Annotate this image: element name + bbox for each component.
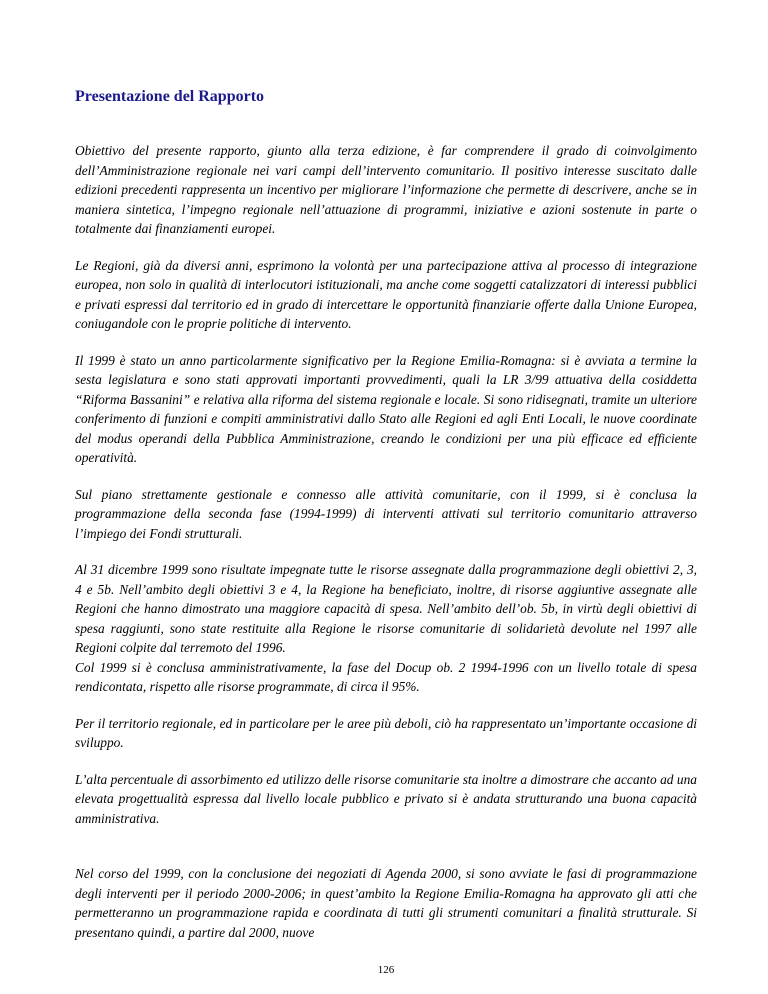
paragraph-agenda-2000: Nel corso del 1999, con la conclusione dei negoziati di Agenda 2000, si sono avviate le fasi di programmazione degli interventi per il periodo 2000-2006; in quest’ambito la Regione Emilia-Romagna ha approvato gli atti che permetteranno un programmazione rapida e coordinata di tutti gli strumenti comunitari a finalità strutturale. Si presentano quindi, a partire dal 2000, nuove bbox=[75, 866, 697, 940]
page-number: 126 bbox=[377, 964, 395, 976]
paragraph-absorption: L’alta percentuale di assorbimento ed utilizzo delle risorse comunitarie sta inoltre a dimostrare che accanto ad una elevata progettualità espressa dal livello locale pubblico e privato si è andata strutturando una buona capacità amministrativa. bbox=[75, 771, 697, 826]
document-body bbox=[75, 141, 697, 959]
paragraph-commitments: Al 31 dicembre 1999 sono risultate impegnate tutte le risorse assegnate dalla programmazione degli obiettivi 2, 3, 4 e 5b. Nell’ambito degli obiettivi 3 e 4, la Regione ha beneficiato, inoltre, di risorse aggiuntive assegnate alle Regioni che hanno dimostrato una maggiore capacità di spesa. Nell’ambito dell’ob. 5b, in virtù degli obiettivi di spesa raggiunti, sono state restituite alla Regione le risorse comunitarie di solidarietà devolute nel 1997 alle Regioni colpite dal terremoto del 1996. bbox=[75, 562, 697, 655]
paragraph-regions: Le Regioni, già da diversi anni, esprimono la volontà per una partecipazione attiva al processo di integrazione europea, non solo in qualità di interlocutori istituzionali, ma anche come soggetti catalizzatori di interessi pubblici e privati espressi dal territorio ed in grado di intercettare le opportunità finanziarie offerte dalla Unione Europea, coniugandole con le proprie politiche di intervento. bbox=[75, 257, 697, 331]
paragraph-objective: Obiettivo del presente rapporto, giunto alla terza edizione, è far comprendere il grado di coinvolgimento dell’Amministrazione regionale nei vari campi dell’intervento comunitario. Il positivo interesse suscitato dalle edizioni precedenti rappresenta un incentivo per migliorare l’informazione che permette di descrivere, anche se in maniera sintetica, l’impegno regionale nell’attuazione di programmi, iniziative e azioni sostenute in parte o totalmente dai finanziamenti europei. bbox=[75, 143, 697, 236]
paragraph-docup: Col 1999 si è conclusa amministrativamente, la fase del Docup ob. 2 1994-1996 con un livello totale di spesa rendicontata, rispetto alle risorse programmate, di circa il 95%. bbox=[75, 659, 697, 694]
paragraph-management: Sul piano strettamente gestionale e connesso alle attività comunitarie, con il 1999, si è conclusa la programmazione della seconda fase (1994-1999) di interventi attivati sul territorio comunitario attraverso l’impiego dei Fondi strutturali. bbox=[75, 486, 697, 541]
paragraph-1999: Il 1999 è stato un anno particolarmente significativo per la Regione Emilia-Romagna: si è avviata a termine la sesta legislatura e sono stati approvati importanti provvedimenti, quali la LR 3/99 attuativa della cosiddetta “Riforma Bassanini” e relativa alla riforma del sistema regionale e locale. Si sono ridisegnati, tramite un ulteriore conferimento di funzioni e compiti amministrativi dallo Stato alle Regioni ed agli Enti Locali, le nuove coordinate del modus operandi della Pubblica Amministrazione, creando le condizioni per una più efficace ed efficiente operatività. bbox=[75, 352, 697, 465]
page-title: Presentazione del Rapporto bbox=[75, 88, 265, 105]
paragraph-territory: Per il territorio regionale, ed in particolare per le aree più deboli, ciò ha rappresentato un’importante occasione di sviluppo. bbox=[75, 715, 697, 750]
